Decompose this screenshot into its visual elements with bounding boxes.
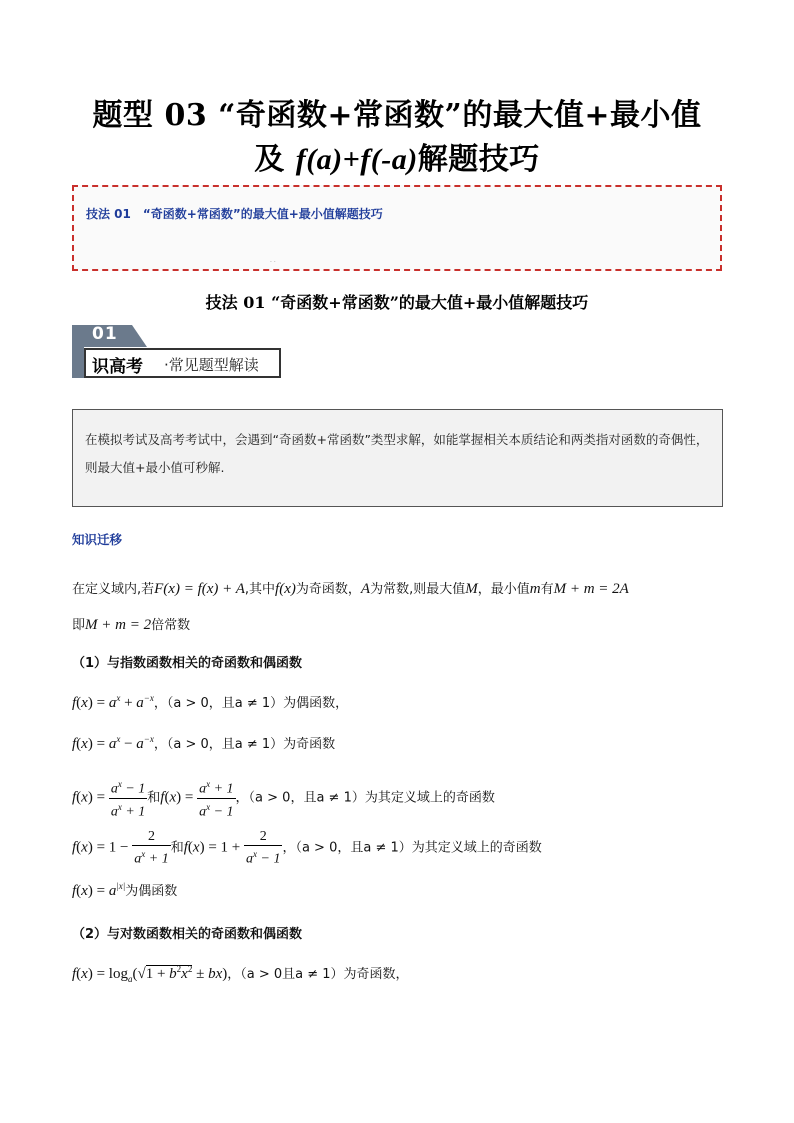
text-segment: ，最小值 <box>477 582 530 597</box>
text-segment: 在定义域内,若 <box>72 582 155 597</box>
title-prefix: 及 <box>254 142 296 177</box>
text-segment: 有 <box>540 582 554 597</box>
equation-condition: 为偶函数 <box>125 884 178 899</box>
text-segment: 为常数,则最大值 <box>370 582 466 597</box>
equation-condition: ，（a > 0，且a ≠ 1）为奇函数 <box>153 737 336 752</box>
toc-dots: · · <box>270 259 276 266</box>
equation-odd-one-plus-frac: f(x) = 1 − $\frac{2}{a^x + 1}$ 和f(x) = 1 + $\frac{2}{a^x - 1}$ ，（a > 0，且a ≠ 1）为其定义域上的奇函数 <box>72 829 542 867</box>
math-segment: M + m = 2A <box>553 581 629 597</box>
conjunction: 和 <box>147 790 161 806</box>
equation-odd-exp: $f(x) = a^x - a^{-x}$，（a > 0，且a ≠ 1）为奇函数 <box>72 734 336 752</box>
text-segment: 即 <box>72 618 86 633</box>
equation-even-exp: $f(x) = a^x + a^{-x}$，（a > 0，且a ≠ 1）为偶函数， <box>72 693 349 711</box>
math-segment: M + m = 2 <box>85 617 152 633</box>
text-segment: ,其中 <box>244 582 276 597</box>
math-segment: m <box>529 581 541 597</box>
text-segment: 为奇函数， <box>295 582 361 597</box>
conjunction: 和 <box>170 840 184 856</box>
text-segment: 倍常数 <box>151 618 191 633</box>
toc-link-technique-01[interactable]: 技法 01 “奇函数+常函数”的最大值+最小值解题技巧 <box>86 207 383 221</box>
math-segment: F(x) = f(x) + A <box>154 581 245 597</box>
badge-sub-label: ·常见题型解读 <box>164 356 259 374</box>
definition-line-1 <box>72 578 629 598</box>
subheading-exponential: （1）与指数函数相关的奇函数和偶函数 <box>72 656 303 671</box>
section-heading: 技法 01 “奇函数+常函数”的最大值+最小值解题技巧 <box>205 293 589 312</box>
title-suffix: 解题技巧 <box>417 142 540 177</box>
math-segment: f(x) <box>275 581 296 597</box>
page-title-line1: 题型 03 “奇函数+常函数”的最大值+最小值 <box>92 98 702 133</box>
equation-condition: ，（a > 0，且a ≠ 1）为其定义域上的奇函数 <box>282 840 542 856</box>
definition-line-2 <box>72 614 190 634</box>
equation-odd-frac-exp: f(x) = $\frac{a^x - 1}{a^x + 1}$ 和f(x) = $\frac{a^x + 1}{a^x - 1}$ ，（a > 0，且a ≠ 1）为其定义域上的奇函数 <box>72 776 495 820</box>
intro-box: 在模拟考试及高考考试中，会遇到“奇函数+常函数”类型求解，如能掌握相关本质结论和两类指对函数的奇偶性，则最大值+最小值可秒解. <box>72 409 723 507</box>
toc-box <box>72 185 722 271</box>
badge-strip <box>72 338 84 378</box>
title-expression: f(a)+f(-a) <box>295 143 418 176</box>
equation-even-abs-exp: $f(x) = a^{|x|}$为偶函数 <box>72 881 178 899</box>
knowledge-label: 知识迁移 <box>72 532 123 547</box>
badge-main-label: 识高考 <box>92 357 143 377</box>
math-segment: M <box>465 581 478 597</box>
page-title-line2 <box>0 138 794 182</box>
equation-condition: ，（a > 0，且a ≠ 1）为其定义域上的奇函数 <box>235 790 495 806</box>
math-segment: A <box>360 581 371 597</box>
equation-condition: ，（a > 0，且a ≠ 1）为偶函数， <box>153 696 349 711</box>
equation-condition: ，（a > 0且a ≠ 1）为奇函数， <box>227 967 409 982</box>
subheading-logarithmic: （2）与对数函数相关的奇函数和偶函数 <box>72 927 303 942</box>
equation-odd-log: $f(x) = \log_a(√1 + b^2x^2 \pm bx)$，（a > 0且a ≠ 1）为奇函数， <box>72 964 409 984</box>
badge-number: 01 <box>92 324 118 344</box>
